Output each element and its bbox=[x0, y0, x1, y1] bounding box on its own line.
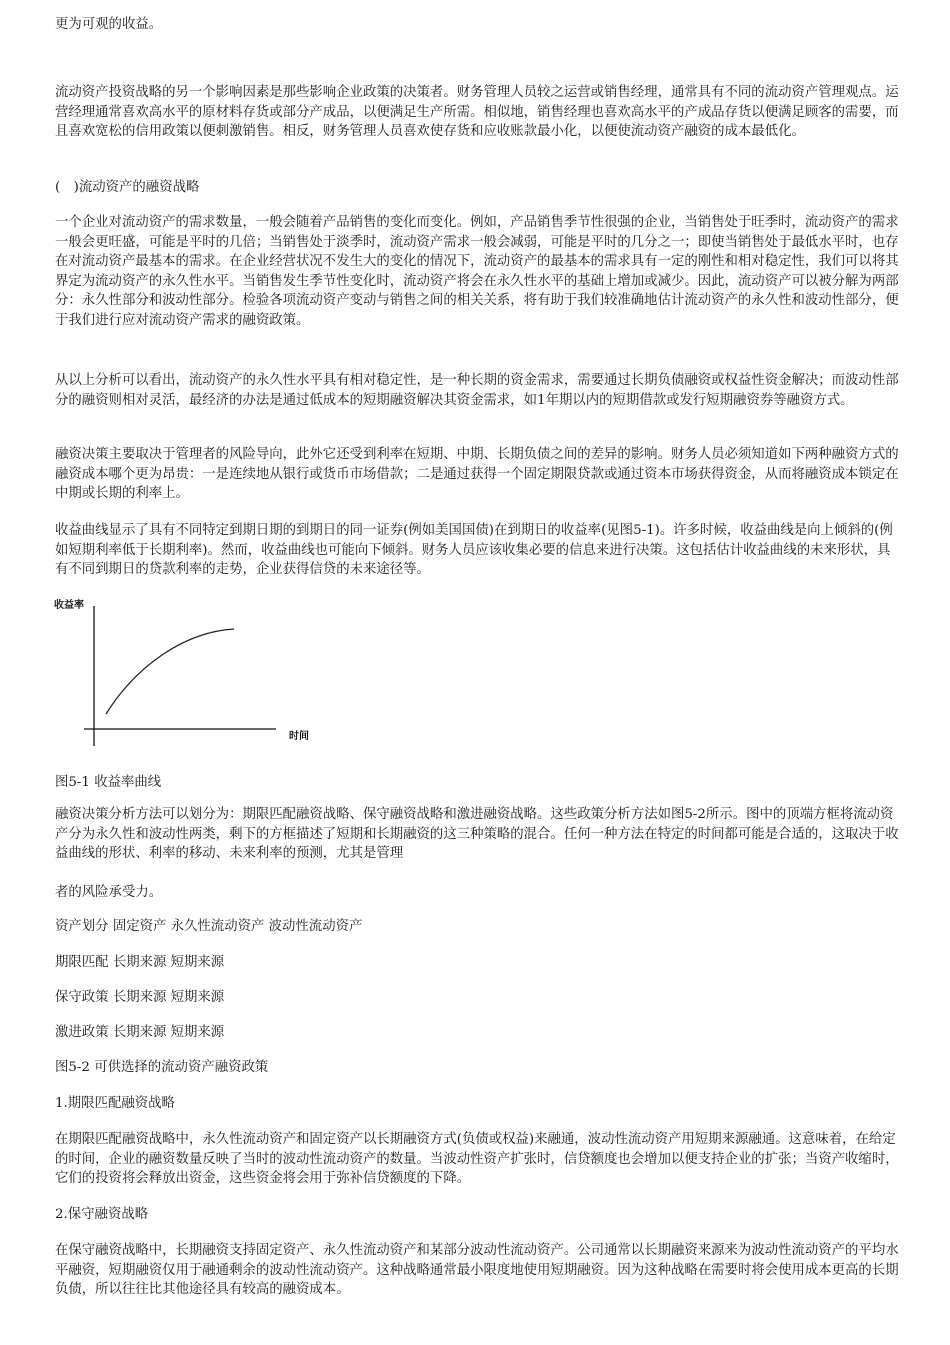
figure-caption: 图5-1 收益率曲线 bbox=[55, 775, 162, 790]
table-row-text: 保守政策 长期来源 短期来源 bbox=[55, 990, 225, 1005]
yield-curve-svg bbox=[44, 594, 309, 754]
table-row-text: 资产划分 固定资产 永久性流动资产 波动性流动资产 bbox=[55, 919, 363, 934]
paragraph: 流动资产投资战略的另一个影响因素是那些影响企业政策的决策者。财务管理人员较之运营或销售经理，通常具有不同的流动资产管理观点。运营经理通常喜欢高水平的原材料存货或部分产成品，以便满足生产所需。相似地，销售经理也喜欢高水平的产成品存货以便满足顾客的需要，而且喜欢宽松的信用政策以便刺激销售。相反，财务管理人员喜欢使存货和应收账款最小化，以便使流动资产融资的成本最低化。 bbox=[55, 85, 899, 139]
yield-curve-figure bbox=[44, 594, 309, 754]
paragraph: 在保守融资战略中，长期融资支持固定资产、永久性流动资产和某部分波动性流动资产。公司通常以长期融资来源来为波动性流动资产的平均水平融资，短期融资仅用于融通剩余的波动性流动资产。这种战略通常最小限度地使用短期融资。因为这种战略在需要时将会使用成本更高的长期负债，所以往往比其他途径具有较高的融资成本。 bbox=[55, 1243, 899, 1297]
paragraph: 融资决策主要取决于管理者的风险导向，此外它还受到利率在短期、中期、长期负债之间的差异的影响。财务人员必须知道如下两种融资方式的融资成本哪个更为昂贵：一是连续地从银行或货币市场借款；二是通过获得一个固定期限贷款或通过资本市场获得资金，从而将融资成本锁定在中期或长期的利率上。 bbox=[55, 447, 899, 501]
paragraph: 在期限匹配融资战略中，永久性流动资产和固定资产以长期融资方式(负债或权益)来融通，波动性流动资产用短期来源融通。这意味着，在给定的时间，企业的融资数量反映了当时的波动性流动资产的数量。当波动性资产扩张时，信贷额度也会增加以便支持企业的扩张；当资产收缩时，它们的投资将会释放出资金，这些资金将会用于弥补信贷额度的下降。 bbox=[55, 1132, 899, 1186]
y-axis-label: 收益率 bbox=[54, 600, 84, 611]
paragraph: 者的风险承受力。 bbox=[55, 885, 163, 900]
yield-curve-line bbox=[106, 629, 234, 714]
paragraph: 更为可观的收益。 bbox=[55, 17, 163, 32]
table-row-text: 期限匹配 长期来源 短期来源 bbox=[55, 955, 225, 970]
section-heading: 2.保守融资战略 bbox=[55, 1207, 149, 1222]
paragraph: 融资决策分析方法可以划分为：期限匹配融资战略、保守融资战略和激进融资战略。这些政策分析方法如图5-2所示。图中的顶端方框将流动资产分为永久性和波动性两类，剩下的方框描述了短期和长期融资的这三种策略的混合。任何一种方法在特定的时间都可能是合适的，这取决于收益曲线的形状、利率的移动、未来利率的预测，尤其是管理 bbox=[55, 807, 899, 861]
paragraph: 收益曲线显示了具有不同特定到期日期的到期日的同一证券(例如美国国债)在到期日的收益率(见图5-1)。许多时候，收益曲线是向上倾斜的(例如短期利率低于长期利率)。然而，收益曲线也可能向下倾斜。财务人员应该收集必要的信息来进行决策。这包括估计收益曲线的未来形状，具有不同到期日的贷款利率的走势，企业获得信贷的未来途径等。 bbox=[55, 523, 893, 577]
table-row-text: 激进政策 长期来源 短期来源 bbox=[55, 1025, 225, 1040]
section-heading: 1.期限匹配融资战略 bbox=[55, 1096, 175, 1111]
x-axis-label: 时间 bbox=[289, 731, 309, 742]
section-heading: ( )流动资产的融资战略 bbox=[55, 180, 200, 195]
paragraph: 一个企业对流动资产的需求数量，一般会随着产品销售的变化而变化。例如，产品销售季节性很强的企业，当销售处于旺季时，流动资产的需求一般会更旺盛，可能是平时的几倍；当销售处于淡季时，流动资产需求一般会减弱，可能是平时的几分之一；即使当销售处于最低水平时，也存在对流动资产最基本的需求。在企业经营状况不发生大的变化的情况下，流动资产的最基本的需求具有一定的刚性和相对稳定性，我们可以将其界定为流动资产的永久性水平。当销售发生季节性变化时，流动资产将会在永久性水平的基础上增加或减少。因此，流动资产可以被分解为两部分：永久性部分和波动性部分。检验各项流动资产变动与销售之间的相关关系，将有助于我们较准确地估计流动资产的永久性和波动性部分，便于我们进行应对流动资产需求的融资政策。 bbox=[55, 215, 899, 328]
paragraph: 从以上分析可以看出，流动资产的永久性水平具有相对稳定性，是一种长期的资金需求，需要通过长期负债融资或权益性资金解决；而波动性部分的融资则相对灵活，最经济的办法是通过低成本的短期融资解决其资金需求，如1年期以内的短期借款或发行短期融资券等融资方式。 bbox=[55, 373, 899, 408]
figure-caption: 图5-2 可供选择的流动资产融资政策 bbox=[55, 1060, 269, 1075]
